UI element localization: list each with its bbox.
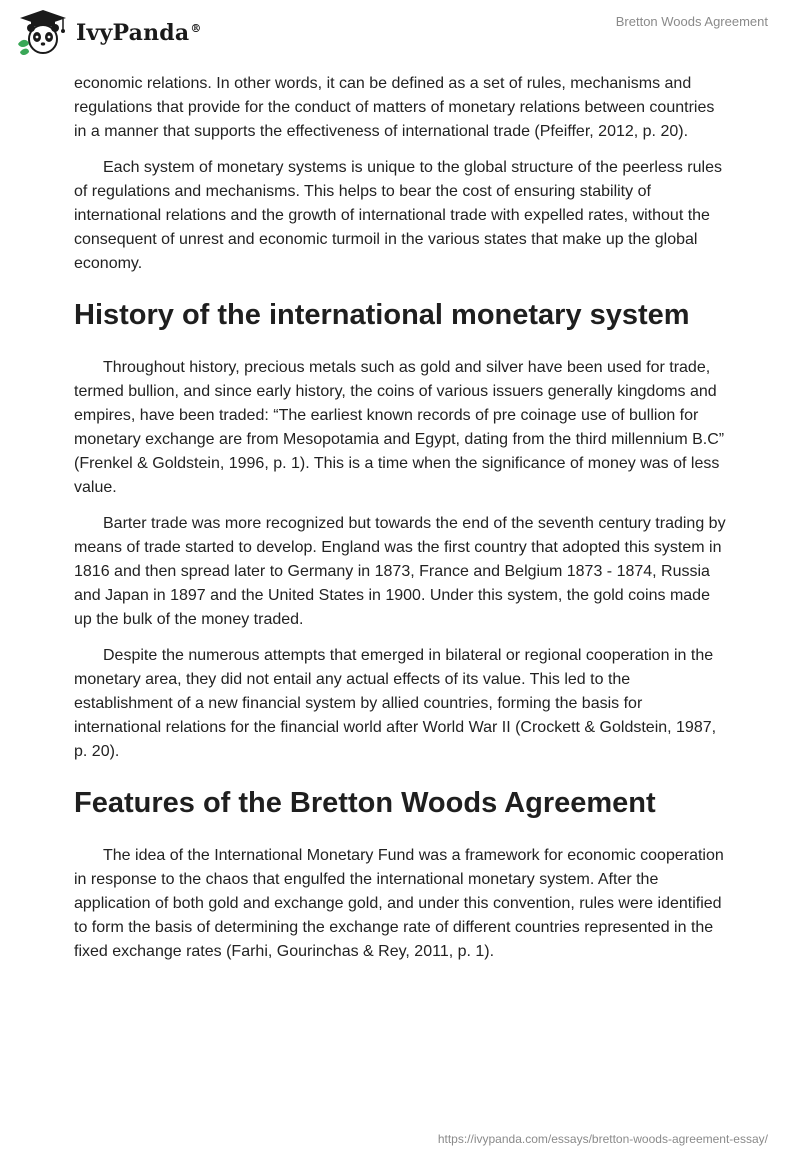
section-heading-features: Features of the Bretton Woods Agreement: [74, 787, 656, 819]
source-url-link[interactable]: https://ivypanda.com/essays/bretton-woods-agreement-essay/: [437, 1132, 768, 1146]
essay-content: [74, 72, 730, 976]
paragraph: Barter trade was more recognized but towards the end of the seventh century trading by means of trade started to develop. England was the first country that adopted this system in 1816 and then spread later to Germany in 1873, France and Belgium 1873 - 1874, Russia and Japan in 1897 and the United States in 1900. Under this system, the gold coins made up the bulk of the money traded.: [74, 515, 726, 628]
page-header: [0, 0, 800, 70]
brand-name: IvyPanda®: [76, 20, 202, 46]
document-title: Bretton Woods Agreement: [615, 14, 768, 29]
paragraph: Throughout history, precious metals such as gold and silver have been used for trade, termed bullion, and since early history, the coins of various issuers generally kingdoms and empires, have been traded: “The earliest known records of pre coinage use of bullion for monetary exchange are from Mesopotamia and Egypt, dating from the third millennium B.C” (Frenkel & Goldstein, 1996, p. 1). This is a time when the significance of money was of less value.: [74, 359, 725, 496]
paragraph: The idea of the International Monetary Fund was a framework for economic cooperation in response to the chaos that engulfed the international monetary system. After the application of both gold and exchange gold, and under this convention, rules were identified to form the basis of determining the exchange rate of different countries represented in the fixed exchange rates (Farhi, Gourinchas & Rey, 2011, p. 1).: [74, 847, 724, 960]
intro-paragraph: economic relations. In other words, it can be defined as a set of rules, mechanisms and regulations that provide for the conduct of matters of monetary relations between countries in a manner that supports the effectiveness of international trade (Pfeiffer, 2012, p. 20).: [74, 75, 715, 140]
panda-graduate-icon: [14, 8, 72, 58]
paragraph: Each system of monetary systems is unique to the global structure of the peerless rules of regulations and mechanisms. This helps to bear the cost of ensuring stability of international relations and the growth of international trade with expelled rates, without the consequent of unrest and economic turmoil in the various states that make up the global economy.: [74, 159, 722, 272]
paragraph: Despite the numerous attempts that emerged in bilateral or regional cooperation in the monetary area, they did not entail any actual effects of its value. This led to the establishment of a new financial system by allied countries, forming the basis for international relations for the financial world after World War II (Crockett & Goldstein, 1987, p. 20).: [74, 647, 717, 760]
ivypanda-logo[interactable]: [14, 8, 202, 58]
section-heading-history: History of the international monetary system: [74, 299, 690, 331]
